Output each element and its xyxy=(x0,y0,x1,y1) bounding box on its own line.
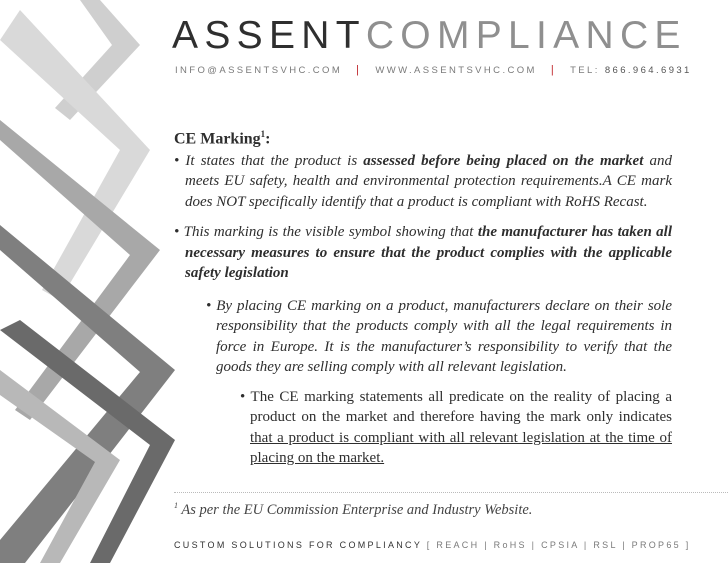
heading-colon: : xyxy=(265,130,271,148)
bullet-icon: • xyxy=(206,297,212,314)
bullet-paragraph-1 xyxy=(174,151,672,213)
bullet-icon: • xyxy=(240,388,246,405)
text: By placing CE marking on a product, manufacturers declare on their sole responsibility that the products comply with all the legal requirements in force in Europe. It is the manufacturer’s responsibility to verify that the goods they are selling comply with all relevant legislation. xyxy=(216,297,673,376)
text: It states that the product is xyxy=(185,152,364,169)
bullet-icon: • xyxy=(174,152,180,169)
text: The CE marking statements all predicate on the reality of placing a product on the market and therefore having the mark only indicates xyxy=(250,388,672,426)
heading-text: CE Marking xyxy=(174,130,261,148)
bullet-icon: • xyxy=(174,224,180,241)
footnote-number: 1 xyxy=(174,501,178,510)
main-content xyxy=(174,124,672,469)
bullet-paragraph-2 xyxy=(174,222,672,284)
text: This marking is the visible symbol showing that xyxy=(183,224,478,241)
tel-value: 866.964.6931 xyxy=(604,65,692,76)
footnote-divider xyxy=(174,492,728,493)
text: and meets EU safety, health and environmental protection requirements.A CE mark does NOT specifically identify that a product is compliant with RoHS Recast. xyxy=(185,152,673,210)
brand-primary: ASSENT xyxy=(172,14,366,57)
emphasis-text: assessed before being placed on the market xyxy=(363,152,644,169)
underlined-text: that a product is compliant with all relevant legislation at the time of placing on the market. xyxy=(250,429,672,467)
brand-secondary: COMPLIANCE xyxy=(365,14,687,57)
website-link[interactable]: WWW.ASSENTSVHC.COM xyxy=(375,65,537,76)
contact-bar xyxy=(175,64,692,76)
brand-logo xyxy=(172,14,687,58)
email-link[interactable]: INFO@ASSENTSVHC.COM xyxy=(175,65,343,76)
footer-main: CUSTOM SOLUTIONS FOR COMPLIANCY xyxy=(174,540,422,550)
emphasis-text: the manufacturer has taken all necessary measures to ensure that the product complies with the applicable safety legislation xyxy=(185,224,673,282)
footer-tagline xyxy=(174,540,691,550)
tel-label: TEL: xyxy=(570,65,600,76)
decorative-chevron-graphic xyxy=(0,0,175,563)
bullet-paragraph-3 xyxy=(206,296,672,378)
heading-footnote-ref: 1 xyxy=(260,129,266,139)
footnote-text: As per the EU Commission Enterprise and Industry Website. xyxy=(178,501,533,518)
separator: | xyxy=(356,64,362,76)
footnote xyxy=(174,501,532,519)
separator: | xyxy=(550,64,557,76)
section-heading xyxy=(174,124,672,150)
bullet-paragraph-4 xyxy=(240,387,672,469)
footer-tags: [ REACH | RoHS | CPSIA | RSL | PROP65 ] xyxy=(422,540,691,550)
